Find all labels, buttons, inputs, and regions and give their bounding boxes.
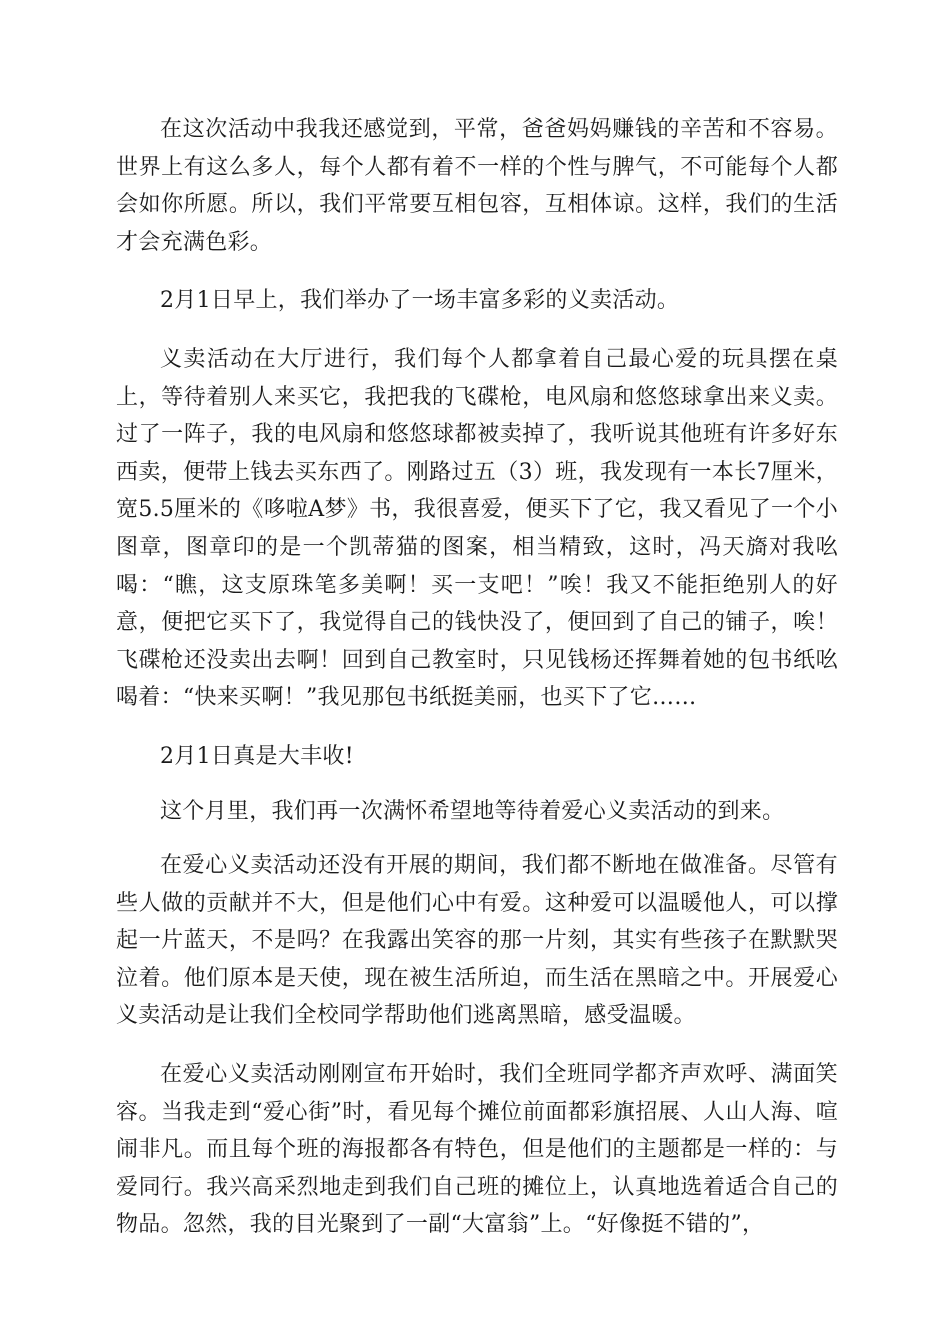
paragraph-sale-story: 义卖活动在大厅进行，我们每个人都拿着自己最心爱的玩具摆在桌上，等待着别人来买它，我把我的飞碟枪，电风扇和悠悠球拿出来义卖。过了一阵子，我的电风扇和悠悠球都被卖掉了，我听说其他班有许多好东西卖，便带上钱去买东西了。刚路过五（3）班，我发现有一本长7厘米，宽5.5厘米的《哆啦A梦》书，我很喜爱，便买下了它，我又看见了一个小图章，图章印的是一个凯蒂猫的图案，相当精致，这时，冯天旖对我吆喝：“瞧，这支原珠笔多美啊！买一支吧！”唉！我又不能拒绝别人的好意，便把它买下了，我觉得自己的钱快没了，便回到了自己的铺子，唉！飞碟枪还没卖出去啊！回到自己教室时，只见钱杨还挥舞着她的包书纸吆喝着：“快来买啊！”我见那包书纸挺美丽，也买下了它…… (116, 346, 838, 711)
paragraph-sale-start: 在爱心义卖活动刚刚宣布开始时，我们全班同学都齐声欢呼、满面笑容。当我走到“爱心街”时，看见每个摊位前面都彩旗招展、人山人海、喧闹非凡。而且每个班的海报都各有特色，但是他们的主题都是一样的：与爱同行。我兴高采烈地走到我们自己班的摊位上，认真地选着适合自己的物品。忽然，我的目光聚到了一副“大富翁”上。“好像挺不错的”， (116, 1062, 838, 1238)
paragraph-this-month: 这个月里，我们再一次满怀希望地等待着爱心义卖活动的到来。 (160, 798, 785, 824)
paragraph-event-intro: 2月1日早上，我们举办了一场丰富多彩的义卖活动。 (160, 288, 680, 314)
document-page (116, 111, 838, 1244)
paragraph-preparation: 在爱心义卖活动还没有开展的期间，我们都不断地在做准备。尽管有些人做的贡献并不大，但是他们心中有爱。这种爱可以温暖他人，可以撑起一片蓝天，不是吗？在我露出笑容的那一片刻，其实有些孩子在默默哭泣着。他们原本是天使，现在被生活所迫，而生活在黑暗之中。开展爱心义卖活动是让我们全校同学帮助他们逃离黑暗，感受温暖。 (116, 853, 838, 1029)
paragraph-reflection: 在这次活动中我我还感觉到，平常，爸爸妈妈赚钱的辛苦和不容易。世界上有这么多人，每个人都有着不一样的个性与脾气，不可能每个人都会如你所愿。所以，我们平常要互相包容，互相体谅。这样，我们的生活才会充满色彩。 (116, 117, 838, 255)
paragraph-harvest: 2月1日真是大丰收! (160, 743, 354, 769)
